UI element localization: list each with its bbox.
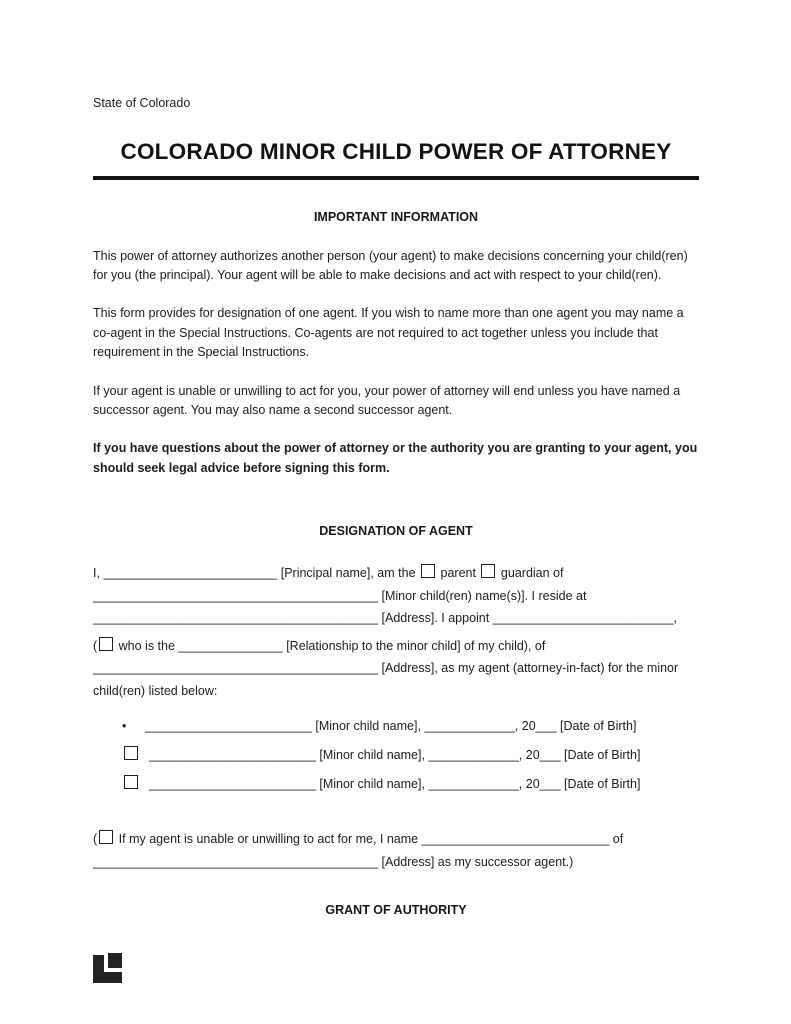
- child-row: [122, 773, 699, 795]
- section-heading-grant-of-authority: GRANT OF AUTHORITY: [325, 903, 467, 918]
- child-dob-label: [Date of Birth]: [564, 748, 641, 763]
- principal-name-label: [Principal name], am the: [280, 566, 416, 581]
- child-dob-blank: _____________, 20___: [424, 719, 557, 734]
- listed-below-line: [93, 680, 699, 703]
- child-name-blank: ________________________: [149, 748, 316, 763]
- relationship-checkbox[interactable]: [99, 637, 113, 651]
- successor-agent: [93, 828, 699, 873]
- open-paren: (: [93, 832, 98, 847]
- child-name-blank: ________________________: [149, 777, 316, 792]
- logo-bottom-bar: [93, 972, 122, 983]
- child-dob-label: [Date of Birth]: [564, 777, 641, 792]
- minor-children-line: [93, 585, 699, 608]
- child-dob-blank: _____________, 20___: [428, 748, 561, 763]
- successor-name-blank: ___________________________: [421, 832, 610, 847]
- info-paragraph-3: If your agent is unable or unwilling to act for you, your power of attorney will end unless you have named a successor agent. You may also name a second successor agent.: [93, 383, 681, 417]
- successor-line: [93, 828, 699, 851]
- child-name-label: [Minor child name],: [319, 748, 425, 763]
- successor-address-line: [93, 851, 699, 874]
- residence-line: [93, 607, 699, 630]
- minor-children-list: [93, 715, 699, 795]
- children-listed-label: child(ren) listed below:: [93, 683, 218, 698]
- agent-address-line: [93, 657, 699, 680]
- agent-name-blank: __________________________,: [492, 611, 677, 626]
- agent-relationship: [93, 635, 699, 703]
- title-block: [93, 135, 699, 180]
- successor-address-label: [Address] as my successor agent.): [381, 854, 574, 869]
- child-checkbox[interactable]: [124, 746, 138, 760]
- principal-line: [93, 562, 699, 585]
- info-paragraph-1: This power of attorney authorizes another person (your agent) to make decisions concerning your child(ren) for you (the principal). Your agent will be able to make decisions and act with respect to your child(ren).: [93, 248, 688, 282]
- parent-label: parent: [440, 566, 476, 581]
- section-heading-important-information: IMPORTANT INFORMATION: [313, 210, 479, 225]
- child-name-label: [Minor child name],: [315, 719, 421, 734]
- state-label: State of Colorado: [93, 96, 191, 110]
- relationship-line: [93, 635, 699, 658]
- document-title: COLORADO MINOR CHILD POWER OF ATTORNEY: [120, 139, 672, 165]
- residence-address-label: [Address]. I appoint: [381, 611, 490, 626]
- legal-templates-logo-icon: [93, 953, 123, 983]
- guardian-label: guardian of: [500, 566, 564, 581]
- successor-checkbox[interactable]: [99, 830, 113, 844]
- agent-address-label: [Address], as my agent (attorney-in-fact) for the minor: [381, 661, 679, 676]
- child-row: [122, 744, 699, 766]
- relationship-blank: _______________: [178, 638, 283, 653]
- info-paragraph-legal-advice: If you have questions about the power of attorney or the authority you are granting to your agent, you should seek legal advice before signing this form.: [93, 441, 698, 475]
- residence-address-blank: _________________________________________: [93, 611, 379, 626]
- parent-checkbox[interactable]: [421, 564, 435, 578]
- child-name-label: [Minor child name],: [319, 777, 425, 792]
- guardian-checkbox[interactable]: [481, 564, 495, 578]
- successor-address-blank: _________________________________________: [93, 854, 379, 869]
- logo-top-right-square: [108, 953, 122, 968]
- child-name-blank: ________________________: [145, 719, 312, 734]
- child-row: [122, 715, 699, 737]
- child-checkbox[interactable]: [124, 775, 138, 789]
- i-label: I,: [93, 566, 100, 581]
- info-paragraph-2: This form provides for designation of one agent. If you wish to name more than one agent you may name a co-agent in the Special Instructions. Co-agents are not required to act together unless you include that requirement in the Special Instructions.: [93, 306, 684, 360]
- section-heading-designation-of-agent: DESIGNATION OF AGENT: [319, 524, 473, 538]
- minor-children-names-blank: _________________________________________: [93, 588, 379, 603]
- successor-of-label: of: [612, 832, 624, 847]
- designation-intro: [93, 562, 699, 630]
- child-dob-blank: _____________, 20___: [428, 777, 561, 792]
- minor-children-names-label: [Minor child(ren) name(s)]. I reside at: [381, 588, 587, 603]
- child-dob-label: [Date of Birth]: [560, 719, 637, 734]
- who-is-the-label: who is the: [118, 638, 175, 653]
- relationship-label: [Relationship to the minor child] of my child), of: [286, 638, 546, 653]
- bullet-icon: •: [122, 719, 127, 734]
- agent-address-blank: _________________________________________: [93, 661, 379, 676]
- principal-name-blank: _________________________: [103, 566, 278, 581]
- successor-text: If my agent is unable or unwilling to act for me, I name: [118, 832, 419, 847]
- open-paren: (: [93, 638, 98, 653]
